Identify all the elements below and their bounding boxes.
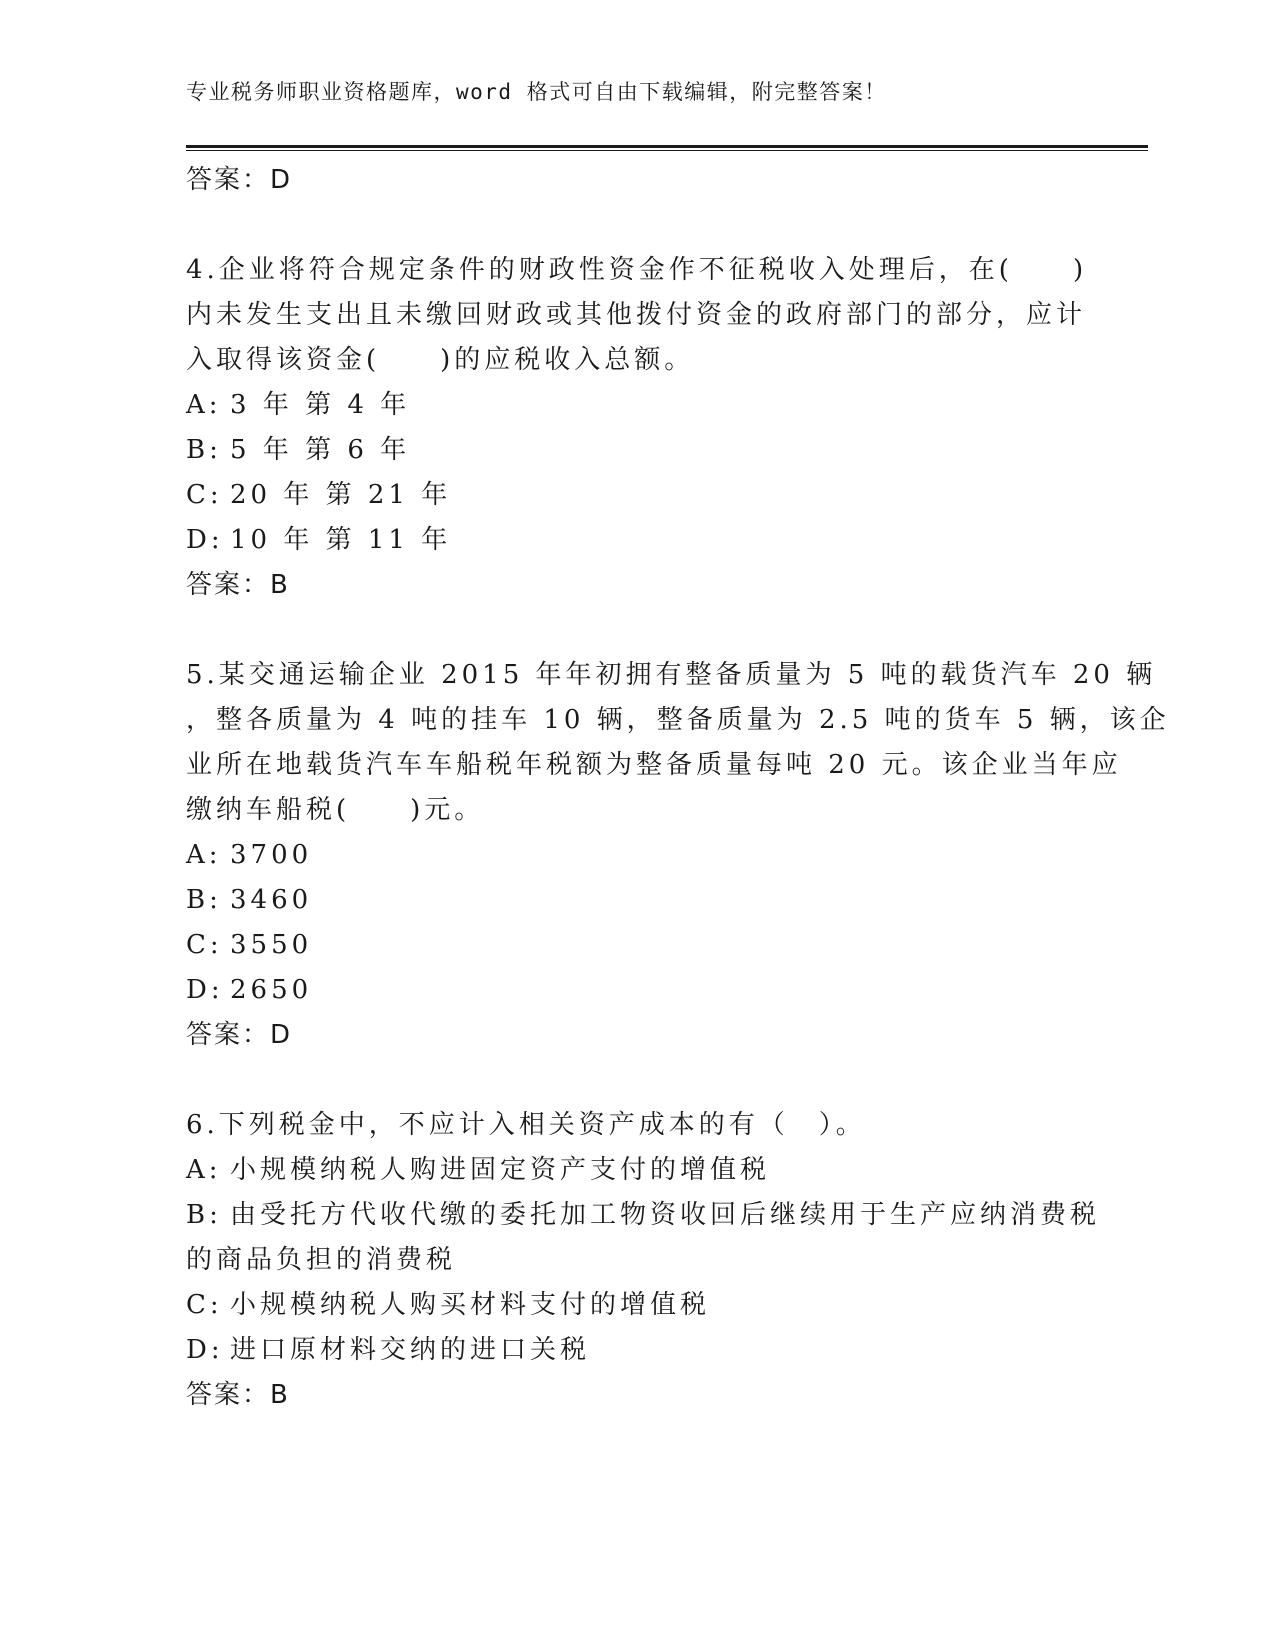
option-text: 3460 [230, 885, 313, 915]
option-b [186, 428, 1066, 473]
option-label: C: [186, 1290, 223, 1320]
question-text-line: 6.下列税金中，不应计入相关资产成本的有（ ）。 [186, 1110, 866, 1140]
option-text: 3550 [230, 930, 313, 960]
option-label: C: [186, 480, 223, 510]
question-text-line: 业所在地载货汽车车船税年税额为整备质量每吨 20 元。该企业当年应 [186, 750, 1122, 780]
option-label: A: [186, 840, 222, 870]
option-text: 2650 [230, 975, 313, 1005]
option-text: 5 年 第 6 年 [230, 435, 411, 465]
answer-line: 答案：B [186, 570, 290, 600]
option-a [186, 833, 1066, 878]
question-block-5 [186, 653, 1170, 1058]
option-label: A: [186, 1155, 222, 1185]
option-label: B: [186, 1200, 222, 1230]
option-b [186, 878, 1066, 923]
option-text: 小规模纳税人购进固定资产支付的增值税 [230, 1155, 771, 1185]
document-page [186, 0, 1170, 1650]
previous-answer: 答案：D [186, 165, 293, 195]
option-label: A: [186, 390, 222, 420]
question-text-line: 4.企业将符合规定条件的财政性资金作不征税收入处理后，在( ) [186, 255, 1088, 285]
header-divider [186, 145, 1148, 151]
option-b [186, 1193, 1101, 1238]
question-content [186, 158, 1170, 1418]
option-text: 10 年 第 11 年 [230, 525, 452, 555]
option-label: C: [186, 930, 223, 960]
option-c [186, 473, 1066, 518]
question-text-line: 内未发生支出且未缴回财政或其他拨付资金的政府部门的部分，应计 [186, 300, 1087, 330]
question-block-4 [186, 248, 1088, 608]
option-d [186, 1328, 1066, 1373]
option-text: 3700 [230, 840, 313, 870]
question-text-line: 入取得该资金( )的应税收入总额。 [186, 345, 695, 375]
option-label: B: [186, 885, 222, 915]
option-label: D: [186, 1335, 224, 1365]
option-label: D: [186, 525, 224, 555]
option-d [186, 968, 1066, 1013]
question-text-line: 缴纳车船税( )元。 [186, 795, 485, 825]
option-a [186, 383, 1066, 428]
question-block-6 [186, 1103, 1101, 1418]
page-header: 专业税务师职业资格题库，word 格式可自由下载编辑，附完整答案！ [186, 80, 887, 104]
option-b-continuation: 的商品负担的消费税 [186, 1245, 457, 1275]
answer-line: 答案：D [186, 1020, 293, 1050]
option-a [186, 1148, 1066, 1193]
spacer [186, 203, 1066, 248]
option-text: 20 年 第 21 年 [230, 480, 452, 510]
option-text: 进口原材料交纳的进口关税 [230, 1335, 591, 1365]
answer-line: 答案：B [186, 1380, 290, 1410]
option-label: B: [186, 435, 222, 465]
spacer [186, 1058, 1066, 1103]
option-text: 3 年 第 4 年 [230, 390, 411, 420]
option-text: 由受托方代收代缴的委托加工物资收回后继续用于生产应纳消费税 [230, 1200, 1101, 1230]
option-c [186, 1283, 1066, 1328]
option-text: 小规模纳税人购买材料支付的增值税 [230, 1290, 711, 1320]
question-text-line: ，整各质量为 4 吨的挂车 10 辆，整备质量为 2.5 吨的货车 5 辆，该企 [186, 705, 1170, 735]
option-c [186, 923, 1066, 968]
spacer [186, 608, 1066, 653]
question-text-line: 5.某交通运输企业 2015 年年初拥有整备质量为 5 吨的载货汽车 20 辆 [186, 660, 1157, 690]
option-d [186, 518, 1066, 563]
option-label: D: [186, 975, 224, 1005]
